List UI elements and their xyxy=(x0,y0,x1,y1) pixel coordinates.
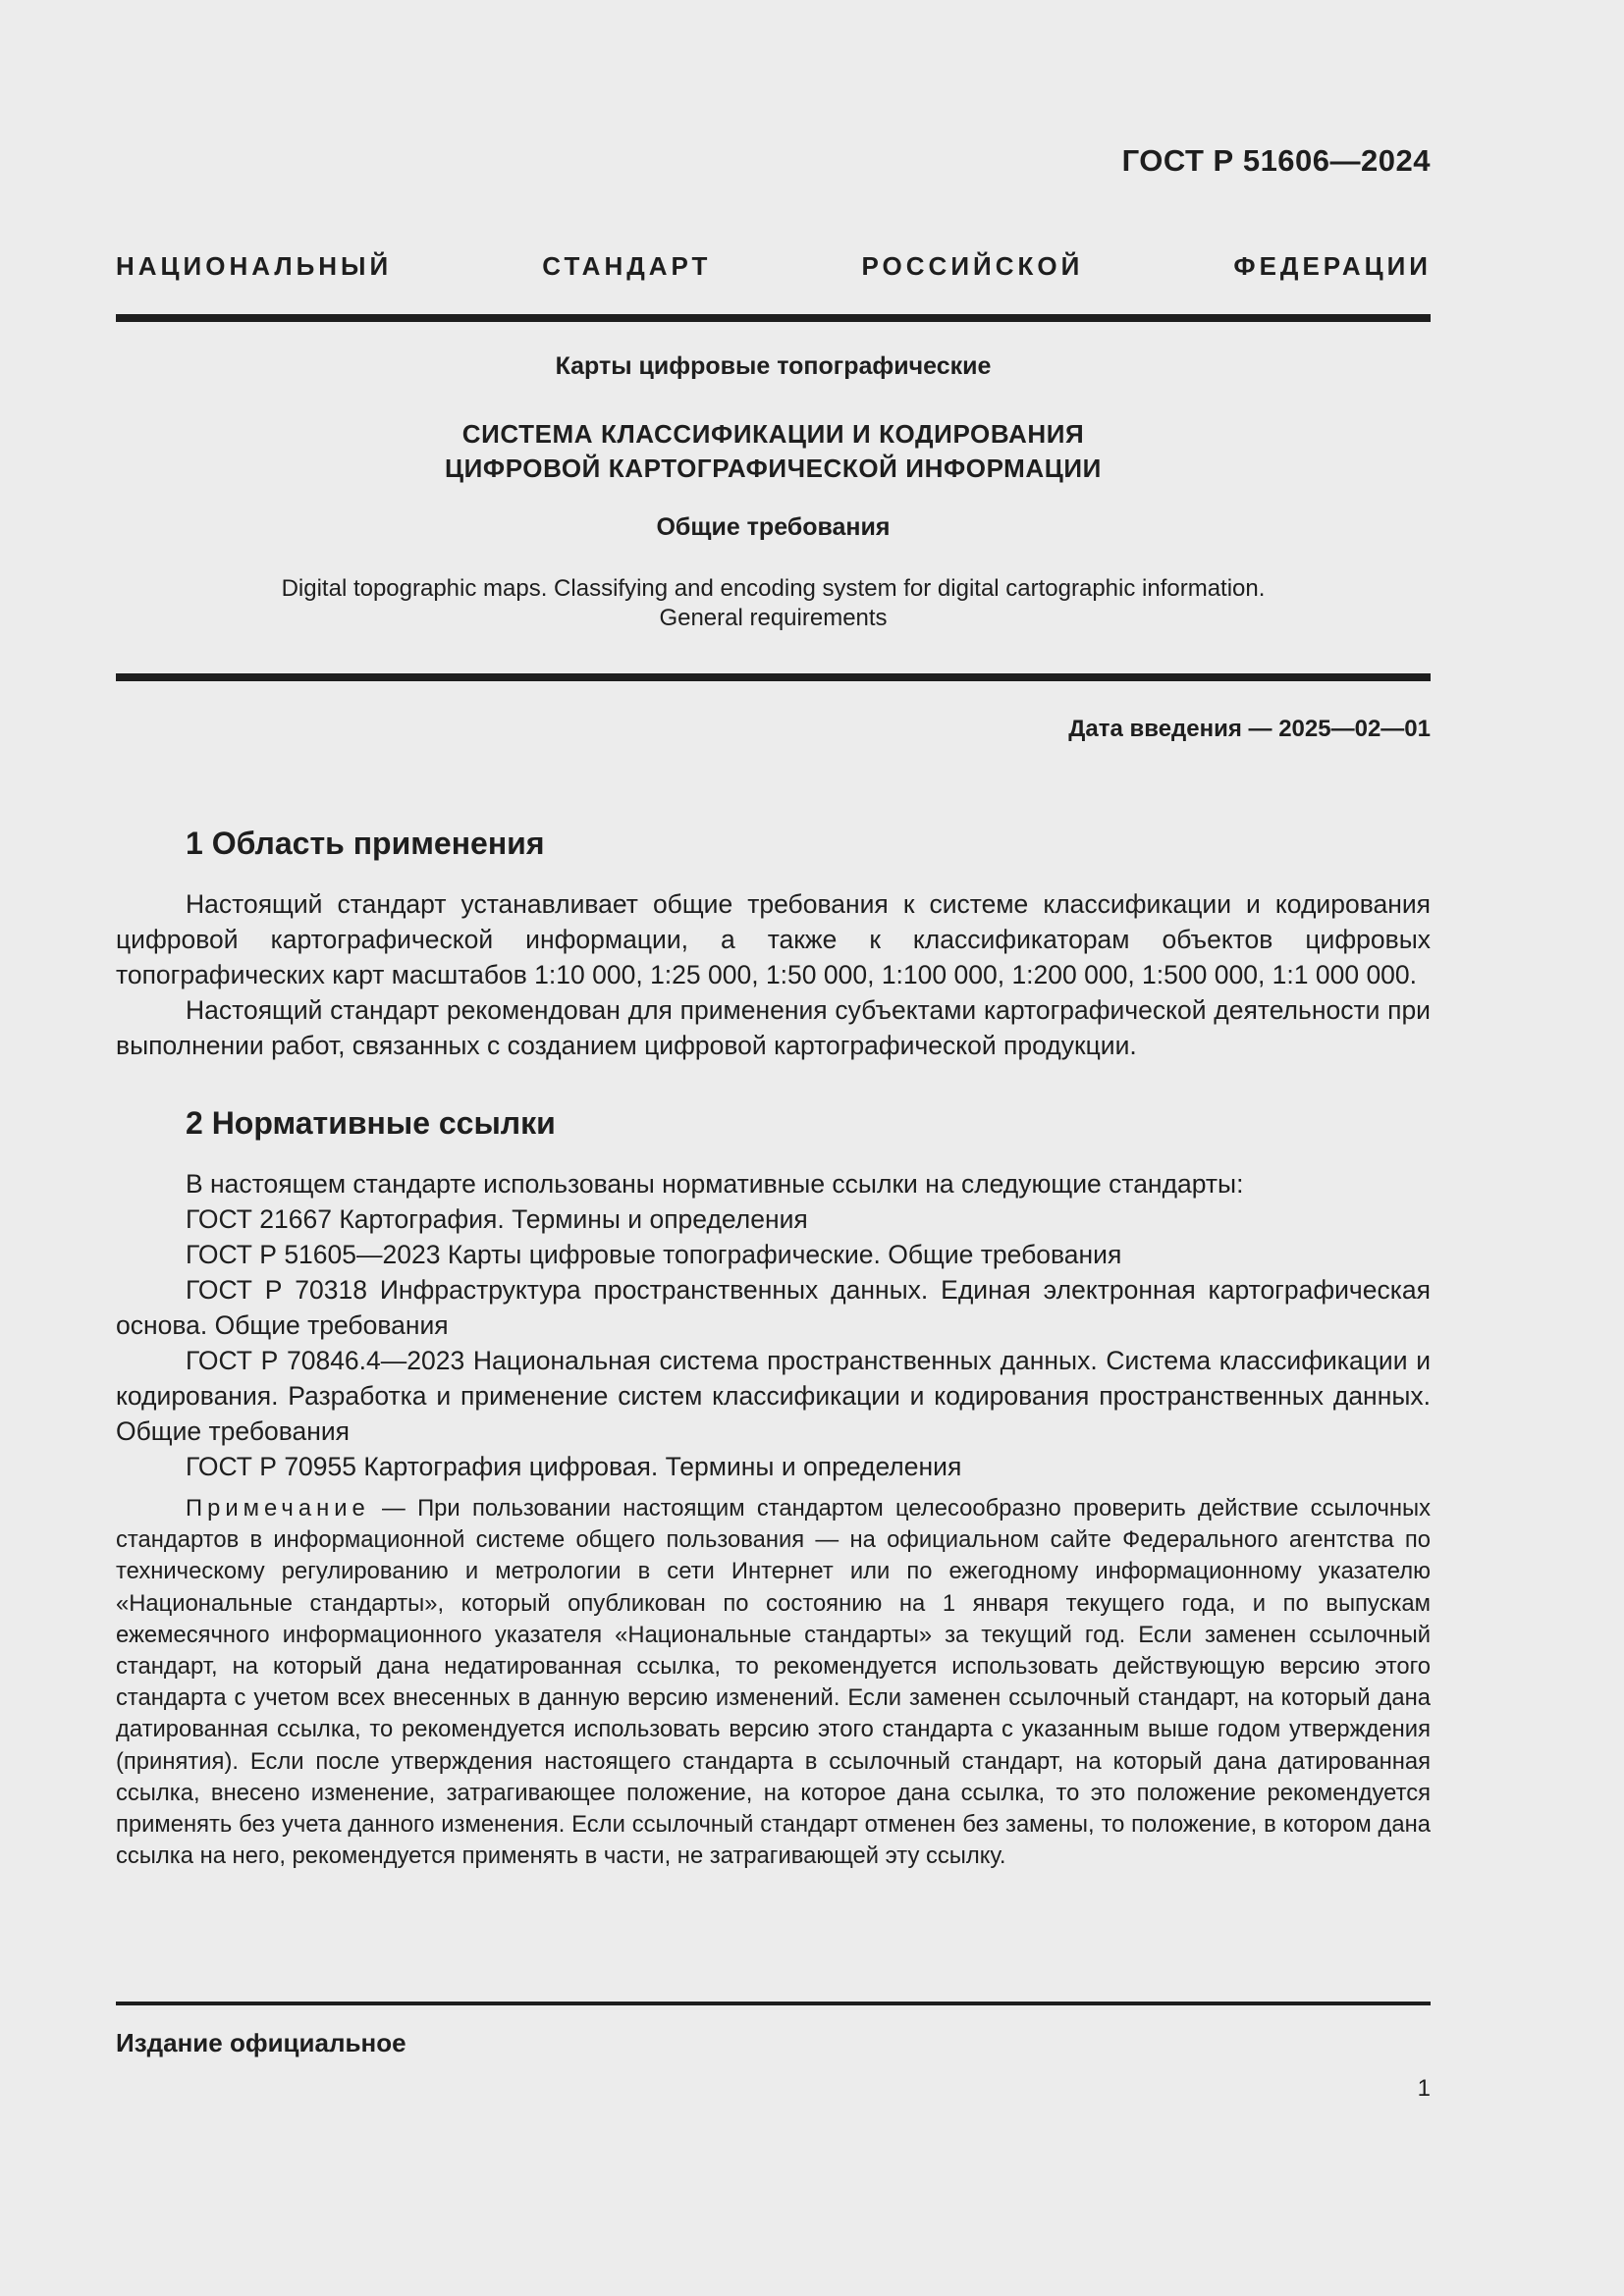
reference-item: ГОСТ Р 70846.4—2023 Национальная система пространственных данных. Система классификации и кодирования. Разработка и применение систем классификации и кодирования пространственных данных. Общие требования xyxy=(116,1346,1431,1446)
header-divider xyxy=(116,314,1431,322)
english-title-line-1: Digital topographic maps. Classifying and encoding system for digital cartographic information. xyxy=(281,575,1266,602)
main-title-line-1: СИСТЕМА КЛАССИФИКАЦИИ И КОДИРОВАНИЯ xyxy=(461,419,1085,449)
references-intro: В настоящем стандарте использованы нормативные ссылки на следующие стандарты: xyxy=(186,1169,1244,1199)
title-subtitle: Карты цифровые топографические xyxy=(555,352,992,380)
introduction-date: Дата введения — 2025—02—01 xyxy=(1068,716,1431,742)
reference-item: ГОСТ Р 51605—2023 Карты цифровые топографические. Общие требования xyxy=(186,1240,1122,1269)
reference-item: ГОСТ Р 70318 Инфраструктура пространственных данных. Единая электронная картографическая основа. Общие требования xyxy=(116,1275,1431,1340)
english-title-line-2: General requirements xyxy=(659,605,888,631)
section-1-heading: 1 Область применения xyxy=(186,826,545,861)
section-1-body xyxy=(116,886,1431,1063)
standard-number: ГОСТ Р 51606—2024 xyxy=(1121,143,1431,178)
note-text: — При пользовании настоящим стандартом целесообразно проверить действие ссылочных стандартов в информационной системе общего пользования — на официальном сайте Федерального агентства по техническому регулированию и метрологии в сети Интернет или по ежегодному информационному указателю «Национальные стандарты», который опубликован по состоянию на 1 января текущего года, и по выпускам ежемесячного информационного указателя «Национальные стандарты» за текущий год. Если заменен ссылочный стандарт, на который дана недатированная ссылка, то рекомендуется использовать действующую версию этого стандарта с учетом всех внесенных в данную версию изменений. Если заменен ссылочный стандарт, на который дана датированная ссылка, то рекомендуется использовать версию этого стандарта с указанным выше годом утверждения (принятия). Если после утверждения настоящего стандарта в ссылочный стандарт, на который дана датированная ссылка, внесено изменение, затрагивающее положение, на которое дана ссылка, то это положение рекомендуется применять без учета данного изменения. Если ссылочный стандарт отменен без замены, то положение, в котором дана ссылка на него, рекомендуется применять в части, не затрагивающей эту ссылку. xyxy=(116,1495,1431,1870)
note-paragraph xyxy=(116,1493,1431,1872)
page-number: 1 xyxy=(1417,2075,1431,2102)
official-edition-label: Издание официальное xyxy=(116,2028,406,2057)
section-1-paragraph-1: Настоящий стандарт устанавливает общие требования к системе классификации и кодирования цифровой картографической информации, а также к классификаторам объектов цифровых топографических карт масштабов 1:10 000, 1:25 000, 1:50 000, 1:100 000, 1:200 000, 1:500 000, 1:1 000 000. xyxy=(116,889,1431,989)
main-title xyxy=(116,417,1431,486)
reference-item: ГОСТ Р 70955 Картография цифровая. Термины и определения xyxy=(186,1452,962,1481)
title-requirements: Общие требования xyxy=(656,513,891,541)
section-1-paragraph-2: Настоящий стандарт рекомендован для применения субъектами картографической деятельности при выполнении работ, связанных с созданием цифровой картографической продукции. xyxy=(116,995,1431,1060)
main-title-line-2: ЦИФРОВОЙ КАРТОГРАФИЧЕСКОЙ ИНФОРМАЦИИ xyxy=(445,454,1102,483)
note-label: Примечание xyxy=(186,1495,370,1522)
section-2-heading: 2 Нормативные ссылки xyxy=(186,1105,556,1141)
title-divider xyxy=(116,673,1431,681)
national-standard-banner: НАЦИОНАЛЬНЫЙ СТАНДАРТ РОССИЙСКОЙ ФЕДЕРАЦИИ xyxy=(116,251,1432,281)
english-title xyxy=(116,574,1431,633)
reference-item: ГОСТ 21667 Картография. Термины и определения xyxy=(186,1204,808,1234)
section-2-body xyxy=(116,1166,1431,1484)
footer-divider xyxy=(116,2002,1431,2005)
